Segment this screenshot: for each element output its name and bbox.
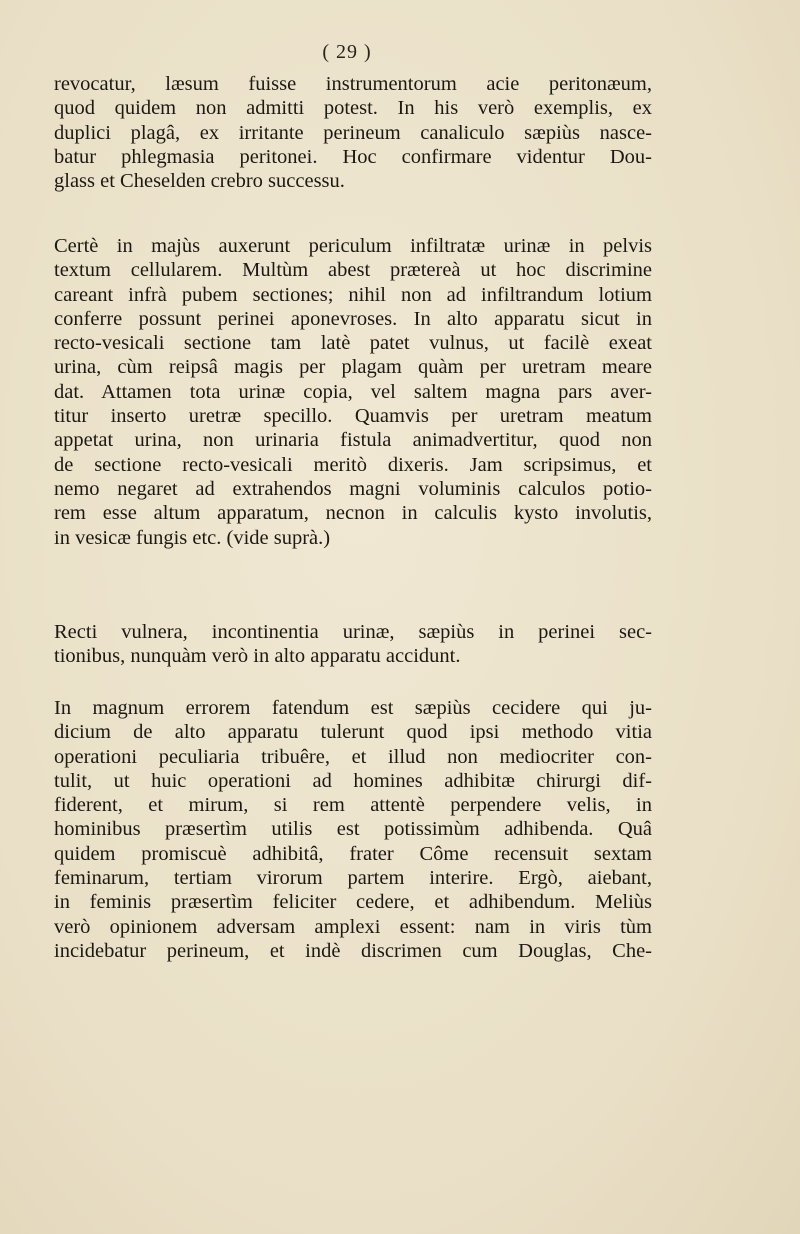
text-line: appetat urina, non urinaria fistula animadvertitur, quod non — [54, 429, 652, 452]
text-line: quidem promiscuè adhibitâ, frater Côme recensuit sextam — [54, 842, 652, 865]
text-line: rem esse altum apparatum, necnon in calculis kysto involutis, — [54, 502, 652, 525]
text-line: duplici plagâ, ex irritante perineum canaliculo sæpiùs nasce- — [54, 121, 652, 144]
text-line: batur phlegmasia peritonei. Hoc confirmare videntur Dou- — [54, 145, 652, 168]
text-line: in vesicæ fungis etc. (vide suprà.) — [54, 526, 331, 549]
text-line: dicium de alto apparatu tulerunt quod ipsi methodo vitia — [54, 721, 652, 744]
text-line: feminarum, tertiam virorum partem interire. Ergò, aiebant, — [54, 867, 652, 890]
paragraph-1 — [54, 72, 652, 193]
text-line: conferre possunt perinei aponevroses. In alto apparatu sicut in — [54, 307, 652, 330]
text-line: urina, cùm reipsâ magis per plagam quàm per uretram meare — [54, 356, 652, 379]
text-line: in feminis præsertìm feliciter cedere, et adhibendum. Meliùs — [54, 891, 652, 914]
text-line: titur inserto uretræ specillo. Quamvis per uretram meatum — [54, 405, 652, 428]
text-line: hominibus præsertìm utilis est potissimùm adhibenda. Quâ — [54, 818, 652, 841]
text-line: fiderent, et mirum, si rem attentè perpendere velis, in — [54, 794, 652, 817]
text-line: recto-vesicali sectione tam latè patet vulnus, ut facilè exeat — [54, 332, 652, 355]
text-line: dat. Attamen tota urinæ copia, vel saltem magna pars aver- — [54, 380, 652, 403]
text-line: careant infrà pubem sectiones; nihil non ad infiltrandum lotium — [54, 283, 652, 306]
text-line: nemo negaret ad extrahendos magni voluminis calculos potio- — [54, 477, 652, 500]
text-line: operationi peculiaria tribuêre, et illud non mediocriter con- — [54, 745, 652, 768]
text-line: Certè in majùs auxerunt periculum infiltratæ urinæ in pelvis — [54, 235, 652, 257]
paragraph-2 — [54, 234, 652, 550]
text-line: glass et Cheselden crebro successu. — [54, 170, 345, 193]
text-line: incidebatur perineum, et indè discrimen cum Douglas, Che- — [54, 939, 652, 962]
page-number: ( 29 ) — [322, 41, 372, 63]
text-line: Recti vulnera, incontinentia urinæ, sæpiùs in perinei sec- — [54, 621, 652, 643]
paragraph-3 — [54, 620, 652, 669]
paragraph-4 — [54, 696, 652, 963]
text-line: revocatur, læsum fuisse instrumentorum acie peritonæum, — [54, 73, 652, 95]
text-line: textum cellularem. Multùm abest prætereà ut hoc discrimine — [54, 259, 652, 282]
text-line: de sectione recto-vesicali meritò dixeris. Jam scripsimus, et — [54, 453, 652, 476]
text-line: verò opinionem adversam amplexi essent: nam in viris tùm — [54, 915, 652, 938]
text-line: tionibus, nunquàm verò in alto apparatu accidunt. — [54, 645, 461, 668]
text-line: tulit, ut huic operationi ad homines adhibitæ chirurgi dif- — [54, 769, 652, 792]
text-line: In magnum errorem fatendum est sæpiùs cecidere qui ju- — [54, 697, 652, 719]
text-line: quod quidem non admitti potest. In his verò exemplis, ex — [54, 97, 652, 120]
